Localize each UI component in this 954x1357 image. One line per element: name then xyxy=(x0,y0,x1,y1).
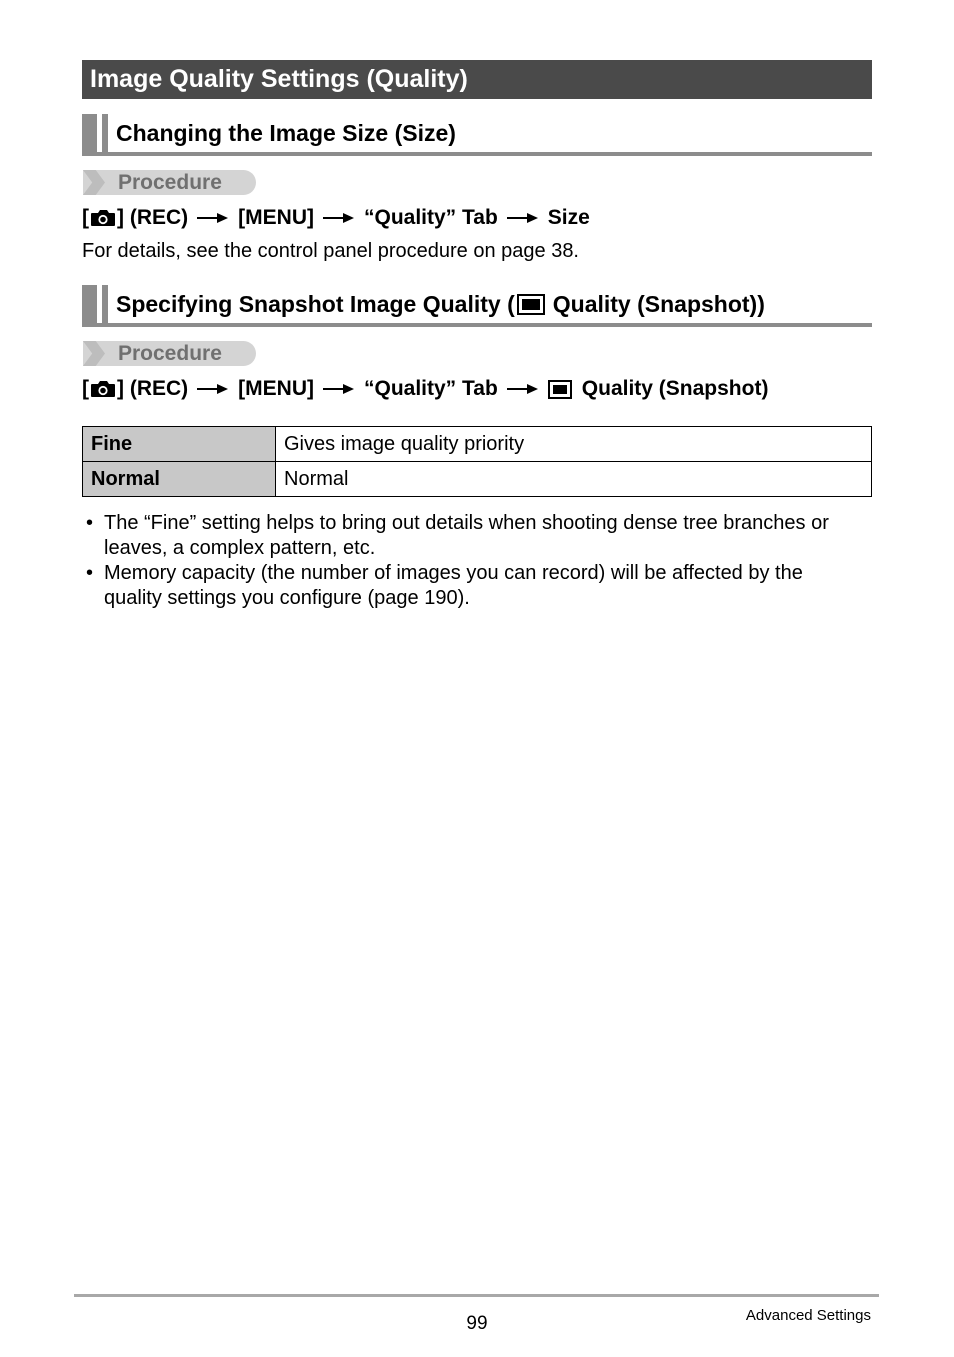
right-arrow-icon xyxy=(507,212,539,224)
footer-section-label: Advanced Settings xyxy=(745,1307,871,1324)
note-line: Memory capacity (the number of images you can record) will be affected by the xyxy=(104,562,803,584)
procedure-label xyxy=(83,341,256,366)
note-line: quality settings you configure (page 190). xyxy=(104,587,470,609)
section-heading-text: Changing the Image Size (Size) xyxy=(116,120,456,146)
heading-marker-thin xyxy=(102,114,108,152)
path-bracket-open: [ xyxy=(82,377,89,400)
description-cell: Normal xyxy=(276,462,872,497)
right-arrow-icon xyxy=(323,383,355,395)
page-number: 99 xyxy=(466,1313,488,1334)
path-quality-snapshot: Quality (Snapshot) xyxy=(581,377,769,400)
heading-marker-thin xyxy=(102,285,108,323)
path-size: Size xyxy=(547,206,590,229)
chevron-icon xyxy=(83,170,105,195)
footer-divider xyxy=(74,1294,879,1297)
note-line: The “Fine” setting helps to bring out details when shooting dense tree branches or xyxy=(104,512,829,534)
path-quality-tab: “Quality” Tab xyxy=(363,206,498,229)
table-row xyxy=(83,427,872,462)
path-quality-tab: “Quality” Tab xyxy=(363,377,498,400)
heading-marker xyxy=(82,114,97,152)
right-arrow-icon xyxy=(197,212,229,224)
list-item xyxy=(82,511,882,561)
procedure-label xyxy=(83,170,256,195)
snapshot-quality-icon xyxy=(517,294,545,315)
procedure-label-text: Procedure xyxy=(118,342,222,365)
section-heading-size xyxy=(82,114,872,156)
description-cell: Gives image quality priority xyxy=(276,427,872,462)
section-heading-text xyxy=(116,288,765,320)
path-bracket-open: [ xyxy=(82,206,89,229)
heading-text-part2: Quality (Snapshot)) xyxy=(552,291,765,317)
camera-icon xyxy=(90,380,116,398)
snapshot-quality-icon xyxy=(548,380,572,399)
page-title: Image Quality Settings (Quality) xyxy=(82,60,872,99)
right-arrow-icon xyxy=(197,383,229,395)
procedure-path xyxy=(82,205,590,231)
setting-cell: Fine xyxy=(83,427,276,462)
path-menu: [MENU] xyxy=(238,377,314,400)
path-rec: ] (REC) xyxy=(117,377,189,400)
setting-cell: Normal xyxy=(83,462,276,497)
bullet-icon: • xyxy=(86,512,94,534)
heading-text-part1: Specifying Snapshot Image Quality ( xyxy=(116,291,515,317)
procedure-path xyxy=(82,376,768,402)
notes-list xyxy=(82,511,882,611)
note-line: leaves, a complex pattern, etc. xyxy=(104,537,376,559)
details-text: For details, see the control panel procedure on page 38. xyxy=(82,240,579,262)
path-rec: ] (REC) xyxy=(117,206,189,229)
right-arrow-icon xyxy=(323,212,355,224)
table-row xyxy=(83,462,872,497)
bullet-icon: • xyxy=(86,562,94,584)
heading-marker xyxy=(82,285,97,323)
list-item xyxy=(82,561,882,611)
camera-icon xyxy=(90,209,116,227)
quality-table xyxy=(82,426,872,497)
right-arrow-icon xyxy=(507,383,539,395)
chevron-icon xyxy=(83,341,105,366)
procedure-label-text: Procedure xyxy=(118,171,222,194)
path-menu: [MENU] xyxy=(238,206,314,229)
section-heading-snapshot-quality xyxy=(82,285,872,327)
